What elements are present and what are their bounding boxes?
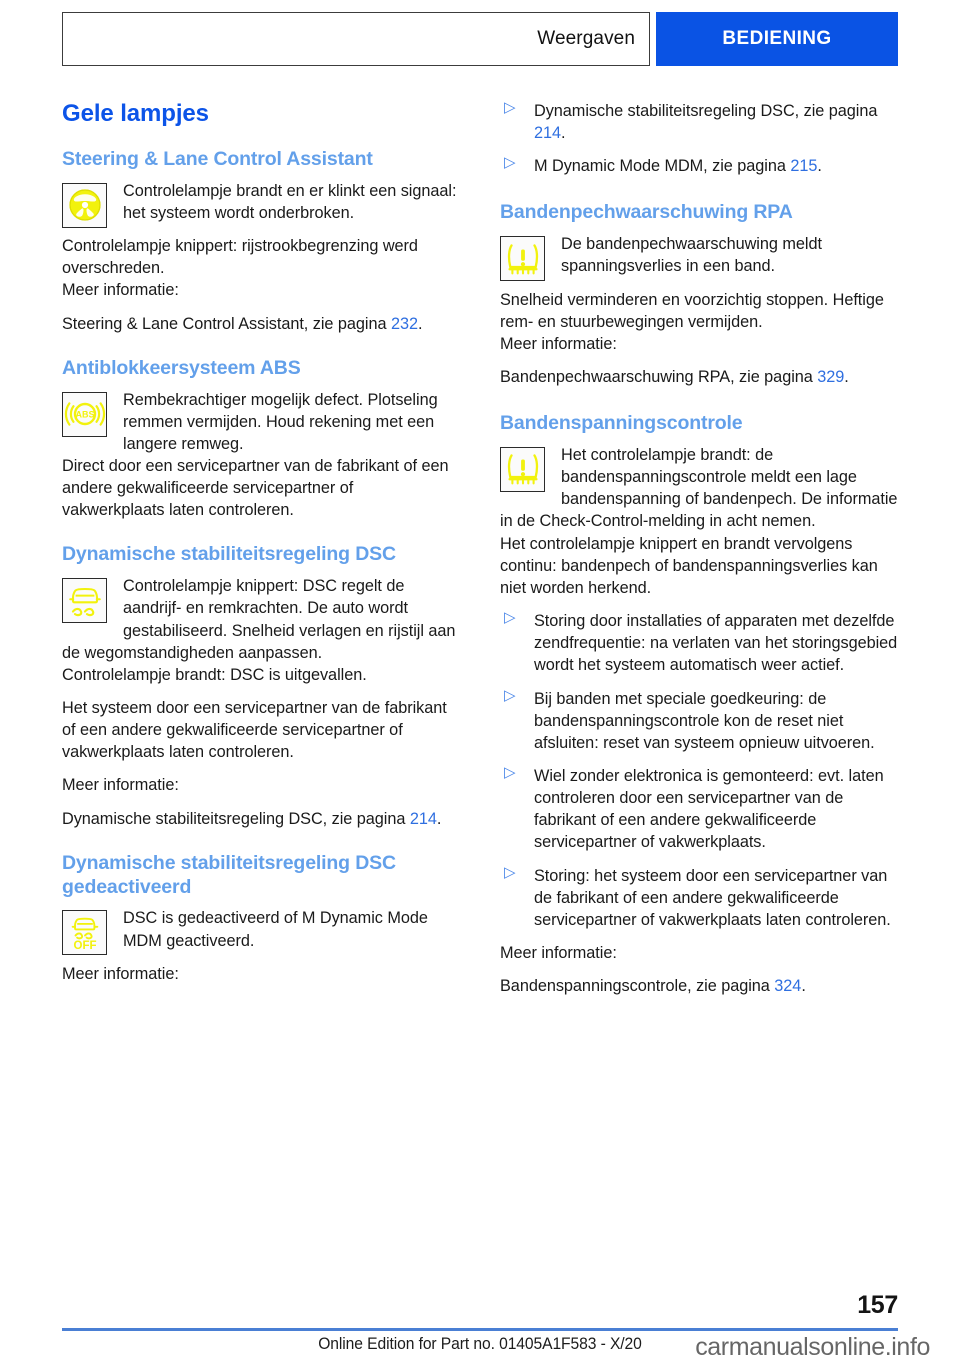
paragraph: Rembekrachtiger mogelijk defect. Plotseling remmen vermijden. Houd rekening met een langere remweg.: [123, 390, 438, 453]
page-reference[interactable]: 214: [409, 809, 437, 828]
triangle-bullet-icon: ▷: [504, 764, 516, 781]
icon-paragraph-block: [62, 180, 460, 280]
section-heading: Bandenspanningscontrole: [500, 412, 743, 435]
paragraph: Het systeem door een servicepartner van de fabrikant of een andere gekwalificeerde servicepartner of vakwerkplaats laten controleren.: [62, 699, 447, 762]
section-heading: Bandenpechwaarschuwing RPA: [500, 201, 793, 224]
paragraph: Controlelampje knippert: DSC regelt de aandrijf- en remkrachten. De auto wordt gestabiliseerd. Snelheid verlagen en rijstijl aan de wegomstandigheden aanpassen.: [62, 577, 456, 662]
paragraph: DSC is gedeactiveerd of M Dynamic Mode MDM geactiveerd.: [123, 909, 428, 950]
paragraph: Het controlelampje brandt: de bandenspanningscontrole meldt een lage bandenspanning of bandenpech. De informatie in de Check-Control-melding in acht nemen.: [500, 445, 898, 531]
tire-pressure-warning-icon: [500, 447, 545, 492]
cross-reference-suffix: .: [844, 368, 849, 387]
section-heading: Dynamische stabiliteitsregeling DSC: [62, 543, 396, 566]
list-item: [500, 155, 898, 177]
cross-reference-text: Bandenpechwaarschuwing RPA, zie pagina: [500, 368, 818, 387]
page-number: 157: [857, 1291, 898, 1319]
paragraph: De bandenpechwaarschuwing meldt spanningsverlies in een band.: [561, 235, 822, 276]
paragraph: Controlelampje brandt: DSC is uitgevallen.: [62, 665, 367, 684]
paragraph: Direct door een servicepartner van de fabrikant of een andere gekwalificeerde servicepartner of vakwerkplaats laten controleren.: [62, 456, 449, 520]
triangle-bullet-icon: ▷: [504, 154, 516, 172]
page-reference[interactable]: 232: [390, 314, 418, 333]
section-steering-lane-control-assistant: [62, 148, 460, 335]
dsc-skid-icon: [62, 578, 107, 623]
list-item-text: Wiel zonder elektronica is gemonteerd: evt. laten controleren door een servicepartner van de fabrikant of een andere gekwalificeerde servicepartner of vakwerkplaats.: [534, 767, 884, 852]
paragraph: Meer informatie:: [500, 334, 617, 353]
section-bandenpechwaarschuwing-rpa: [500, 201, 898, 388]
chapter-tab: [656, 12, 898, 66]
page-title: Gele lampjes: [62, 100, 209, 127]
dsc-off-icon: [62, 910, 107, 955]
page-reference[interactable]: 215: [790, 157, 818, 176]
list-item: [500, 610, 898, 676]
triangle-bullet-icon: ▷: [504, 863, 516, 881]
section-bandenspanningscontrole: [500, 412, 898, 997]
paragraph: Meer informatie:: [62, 281, 179, 300]
triangle-bullet-icon: ▷: [504, 609, 516, 627]
icon-paragraph-block: [62, 907, 460, 984]
paragraph: Controlelampje knippert: rijstrookbegrenzing werd overschreden.: [62, 237, 418, 278]
footer-divider: [62, 1328, 898, 1331]
list-item-suffix: .: [561, 124, 566, 143]
icon-paragraph-block: [500, 444, 898, 533]
bandenspanningscontrole-bullet-list: [500, 610, 898, 931]
chapter-label: BEDIENING: [722, 28, 832, 49]
breadcrumb-label: Weergaven: [537, 28, 635, 49]
page-reference[interactable]: 214: [534, 124, 562, 143]
tire-pressure-warning-icon: [500, 236, 545, 281]
icon-paragraph-block: [500, 233, 898, 333]
list-item-text: Bij banden met speciale goedkeuring: de bandenspanningscontrole kon de reset niet afsluiten: reset van systeem opnieuw uitvoeren.: [534, 689, 875, 752]
watermark: carmanualsonline.info: [695, 1333, 930, 1361]
list-item-text: Dynamische stabiliteitsregeling DSC, zie pagina: [534, 102, 878, 120]
cross-reference: [500, 366, 898, 388]
list-item-text: Storing door installaties of apparaten met dezelfde zendfrequentie: na verlaten van het storingsgebied wordt het systeem automatisch weer actief.: [534, 612, 898, 675]
abs-warning-icon: [62, 392, 107, 437]
paragraph: Snelheid verminderen en voorzichtig stoppen. Heftige rem- en stuurbewegingen vermijden.: [500, 290, 884, 331]
section-heading: Antiblokkeersysteem ABS: [62, 356, 301, 379]
cross-reference-suffix: .: [801, 977, 806, 996]
list-item: [500, 100, 898, 144]
cross-reference-suffix: .: [436, 809, 442, 828]
triangle-bullet-icon: ▷: [504, 686, 516, 704]
page-reference[interactable]: 329: [817, 368, 845, 387]
section-heading: Dynamische stabiliteitsregeling DSC gedeactiveerd: [62, 851, 396, 898]
cross-reference-text: Bandenspanningscontrole, zie pagina: [500, 977, 775, 996]
cross-reference-suffix: .: [417, 314, 423, 333]
svg-text:OFF: OFF: [73, 939, 96, 952]
list-item: [500, 688, 898, 754]
steering-wheel-icon: [62, 183, 107, 228]
paragraph: Controlelampje brandt en er klinkt een signaal: het systeem wordt onderbroken.: [123, 181, 457, 222]
section-dynamische-stabiliteitsregeling-dsc: [62, 543, 460, 829]
list-item: [500, 765, 898, 854]
section-heading: Steering & Lane Control Assistant: [62, 148, 373, 170]
paragraph: Meer informatie:: [62, 776, 179, 795]
list-item: [500, 865, 898, 931]
svg-text:ABS: ABS: [74, 409, 95, 420]
section-antiblokkeersysteem-abs: [62, 357, 460, 522]
triangle-bullet-icon: ▷: [504, 99, 516, 116]
paragraph: Meer informatie:: [62, 964, 179, 983]
paragraph: Meer informatie:: [500, 944, 617, 963]
section-dsc-gedeactiveerd: [62, 852, 460, 985]
page-header: [62, 12, 898, 66]
page-reference[interactable]: 324: [774, 977, 802, 996]
breadcrumb: [62, 12, 650, 66]
right-column: [500, 100, 898, 1019]
paragraph: Het controlelampje knippert en brandt vervolgens continu: bandenpech of bandenspanningsverlies kan niet worden herkend.: [500, 534, 878, 597]
cross-reference-text: Dynamische stabiliteitsregeling DSC, zie pagina: [62, 809, 410, 828]
cross-reference-text: Steering & Lane Control Assistant, zie pagina: [62, 314, 391, 333]
icon-paragraph-block: [62, 575, 460, 664]
list-item-text: M Dynamic Mode MDM, zie pagina: [534, 157, 791, 176]
continuation-bullet-list: [500, 100, 898, 177]
edition-note: Online Edition for Part no. 01405A1F583 - X/20: [318, 1334, 642, 1353]
cross-reference: [500, 975, 898, 997]
list-item-suffix: .: [817, 157, 822, 176]
page-content: [62, 100, 898, 1019]
icon-paragraph-block: [62, 389, 460, 455]
cross-reference: [62, 808, 460, 830]
list-item-text: Storing: het systeem door een servicepartner van de fabrikant of een andere gekwalificeerde servicepartner of vakwerkplaats laten controleren.: [534, 866, 891, 929]
cross-reference: [62, 313, 460, 335]
left-column: [62, 100, 460, 1019]
